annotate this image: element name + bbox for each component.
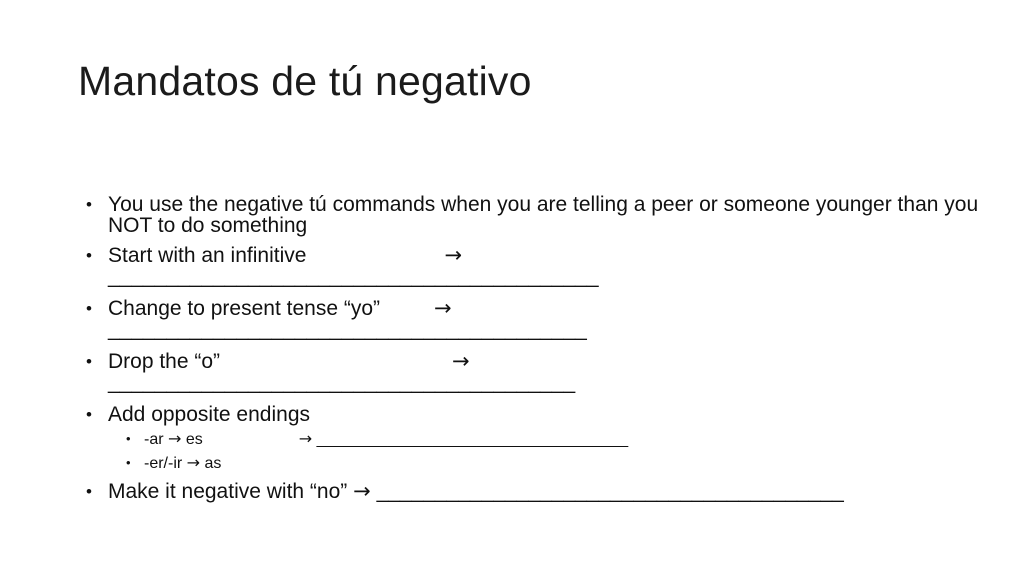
bullet-dot-icon: • — [86, 246, 92, 265]
bullet-dot-icon: • — [126, 431, 131, 446]
bullet-dot-icon: • — [86, 352, 92, 371]
bullet-item — [86, 298, 996, 341]
bullet-item — [86, 351, 996, 394]
answer-blank: _________________________________________ — [108, 318, 587, 341]
bullet-dot-icon: • — [86, 405, 92, 424]
bullet-item — [86, 245, 996, 288]
answer-blank: ________________________________________ — [376, 480, 844, 503]
right-arrow-icon: → — [444, 243, 463, 267]
bullet-list — [86, 194, 996, 502]
sub-bullet-ending: as — [204, 455, 222, 472]
right-arrow-icon: → — [168, 429, 182, 448]
bullet-dot-icon: • — [86, 299, 92, 318]
right-arrow-icon: → — [186, 453, 201, 472]
bullet-text: Drop the “o” — [108, 350, 221, 373]
answer-blank: ________________________________________ — [108, 371, 576, 394]
slide-title: Mandatos de tú negativo — [78, 58, 532, 104]
bullet-text: Add opposite endings — [108, 403, 310, 426]
bullet-item — [86, 481, 996, 502]
bullet-item — [86, 404, 996, 425]
answer-blank: ___________________________________ — [316, 431, 629, 448]
sub-bullet-item — [86, 453, 996, 473]
right-arrow-icon: → — [434, 296, 452, 320]
right-arrow-icon: → — [353, 479, 371, 503]
right-arrow-icon: → — [298, 429, 313, 448]
sub-bullet-item — [86, 429, 996, 449]
bullet-text: You use the negative tú commands when you are telling a peer or someone younger than you NOT to do something — [108, 193, 979, 237]
answer-blank: __________________________________________ — [108, 265, 599, 288]
bullet-dot-icon: • — [86, 482, 92, 501]
bullet-dot-icon: • — [126, 455, 131, 470]
sub-bullet-text: -er/-ir — [144, 455, 183, 472]
bullet-text: Make it negative with “no” — [108, 480, 348, 503]
bullet-dot-icon: • — [86, 195, 92, 214]
bullet-text: Start with an infinitive — [108, 244, 307, 267]
sub-bullet-ending: es — [185, 431, 203, 448]
sub-bullet-text: -ar — [144, 431, 164, 448]
bullet-item — [86, 194, 996, 236]
right-arrow-icon: → — [452, 349, 470, 373]
bullet-text: Change to present tense “yo” — [108, 297, 380, 320]
